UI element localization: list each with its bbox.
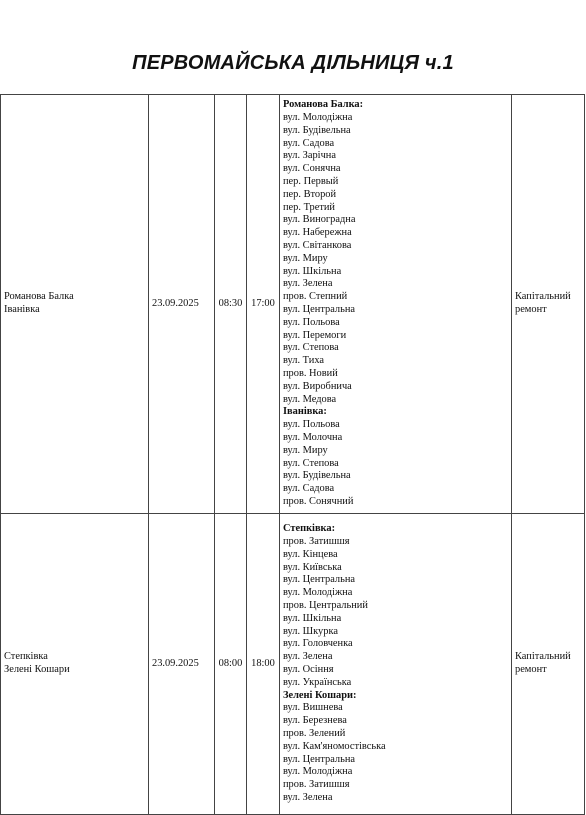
street-item: пров. Зелений xyxy=(283,727,346,739)
street-item: вул. Степова xyxy=(283,457,339,469)
settlement-name: Романова Балка xyxy=(4,291,74,303)
date-cell: 23.09.2025 xyxy=(149,95,215,514)
table-row xyxy=(1,514,585,815)
street-item: вул. Зелена xyxy=(283,791,333,803)
street-item: вул. Виноградна xyxy=(283,214,356,226)
street-item: вул. Перемоги xyxy=(283,329,347,341)
street-item: пров. Центральний xyxy=(283,600,368,612)
street-item: вул. Зелена xyxy=(283,278,333,290)
settlement-heading: Романова Балка: xyxy=(283,99,364,111)
street-item: вул. Вишнева xyxy=(283,702,343,714)
street-item: пров. Сонячний xyxy=(283,495,354,507)
street-item: вул. Будівельна xyxy=(283,470,351,482)
work-type-cell xyxy=(512,95,585,514)
time-from-cell: 08:30 xyxy=(215,95,247,514)
street-item: вул. Березнева xyxy=(283,715,347,727)
time-from-cell: 08:00 xyxy=(215,514,247,815)
street-item: вул. Українська xyxy=(283,676,352,688)
street-item: вул. Осіння xyxy=(283,664,334,675)
street-item: вул. Виробнича xyxy=(283,380,352,392)
streets-cell xyxy=(280,514,512,815)
street-item: пров. Новий xyxy=(283,367,338,379)
work-type-line: ремонт xyxy=(515,664,547,675)
work-type-cell xyxy=(512,514,585,815)
street-item: вул. Миру xyxy=(283,252,328,264)
work-type-line: Капітальний xyxy=(515,291,571,303)
street-item: вул. Зелена xyxy=(283,651,333,663)
street-item: вул. Кам'яномостівська xyxy=(283,740,386,752)
settlement-heading: Зелені Кошари: xyxy=(283,689,357,701)
street-item: вул. Шкільна xyxy=(283,612,342,624)
streets-cell xyxy=(280,95,512,514)
street-item: вул. Центральна xyxy=(283,574,356,586)
street-item: вул. Центральна xyxy=(283,304,356,315)
street-item: пров. Затишшя xyxy=(283,779,350,791)
street-item: вул. Шкільна xyxy=(283,265,342,277)
street-item: вул. Кінцева xyxy=(283,548,338,560)
settlement-name: Степківка xyxy=(4,651,48,663)
time-to-cell: 17:00 xyxy=(247,95,280,514)
street-item: вул. Молодіжна xyxy=(283,766,353,778)
street-item: пров. Степний xyxy=(283,291,348,303)
street-item: пер. Второй xyxy=(283,188,337,200)
settlement-name: Зелені Кошари xyxy=(4,664,70,675)
street-item: пер. Третий xyxy=(283,201,335,213)
street-item: вул. Шкурка xyxy=(283,625,338,637)
street-item: вул. Молодіжна xyxy=(283,587,353,599)
outage-schedule-table xyxy=(0,94,585,815)
street-item: пров. Затишшя xyxy=(283,536,350,548)
settlement-heading: Степківка: xyxy=(283,523,336,535)
street-item: вул. Молочна xyxy=(283,431,343,443)
street-item: вул. Будівельна xyxy=(283,124,351,136)
time-to-cell: 18:00 xyxy=(247,514,280,815)
settlement-name: Іванівка xyxy=(4,304,40,315)
table-row xyxy=(1,95,585,514)
street-item: вул. Молодіжна xyxy=(283,112,353,124)
street-item: вул. Миру xyxy=(283,444,328,456)
date-cell: 23.09.2025 xyxy=(149,514,215,815)
street-item: вул. Головченка xyxy=(283,638,353,650)
page-title: ПЕРВОМАЙСЬКА ДІЛЬНИЦЯ ч.1 xyxy=(132,52,454,74)
street-item: вул. Садова xyxy=(283,483,335,495)
street-item: вул. Центральна xyxy=(283,753,356,765)
street-item: вул. Садова xyxy=(283,137,335,149)
settlements-cell xyxy=(1,514,149,815)
street-item: вул. Сонячна xyxy=(283,163,341,175)
street-item: вул. Зарічна xyxy=(283,150,336,162)
street-item: вул. Польова xyxy=(283,316,340,328)
street-item: вул. Світанкова xyxy=(283,240,352,252)
work-type-line: Капітальний xyxy=(515,651,571,663)
settlement-heading: Іванівка: xyxy=(283,406,327,418)
street-item: вул. Набережна xyxy=(283,227,352,239)
settlements-cell xyxy=(1,95,149,514)
street-item: вул. Медова xyxy=(283,393,337,405)
work-type-line: ремонт xyxy=(515,304,547,315)
street-item: вул. Тиха xyxy=(283,355,324,367)
street-item: вул. Степова xyxy=(283,342,339,354)
street-item: вул. Київська xyxy=(283,561,342,573)
street-item: пер. Первый xyxy=(283,176,339,188)
street-item: вул. Польова xyxy=(283,419,340,431)
